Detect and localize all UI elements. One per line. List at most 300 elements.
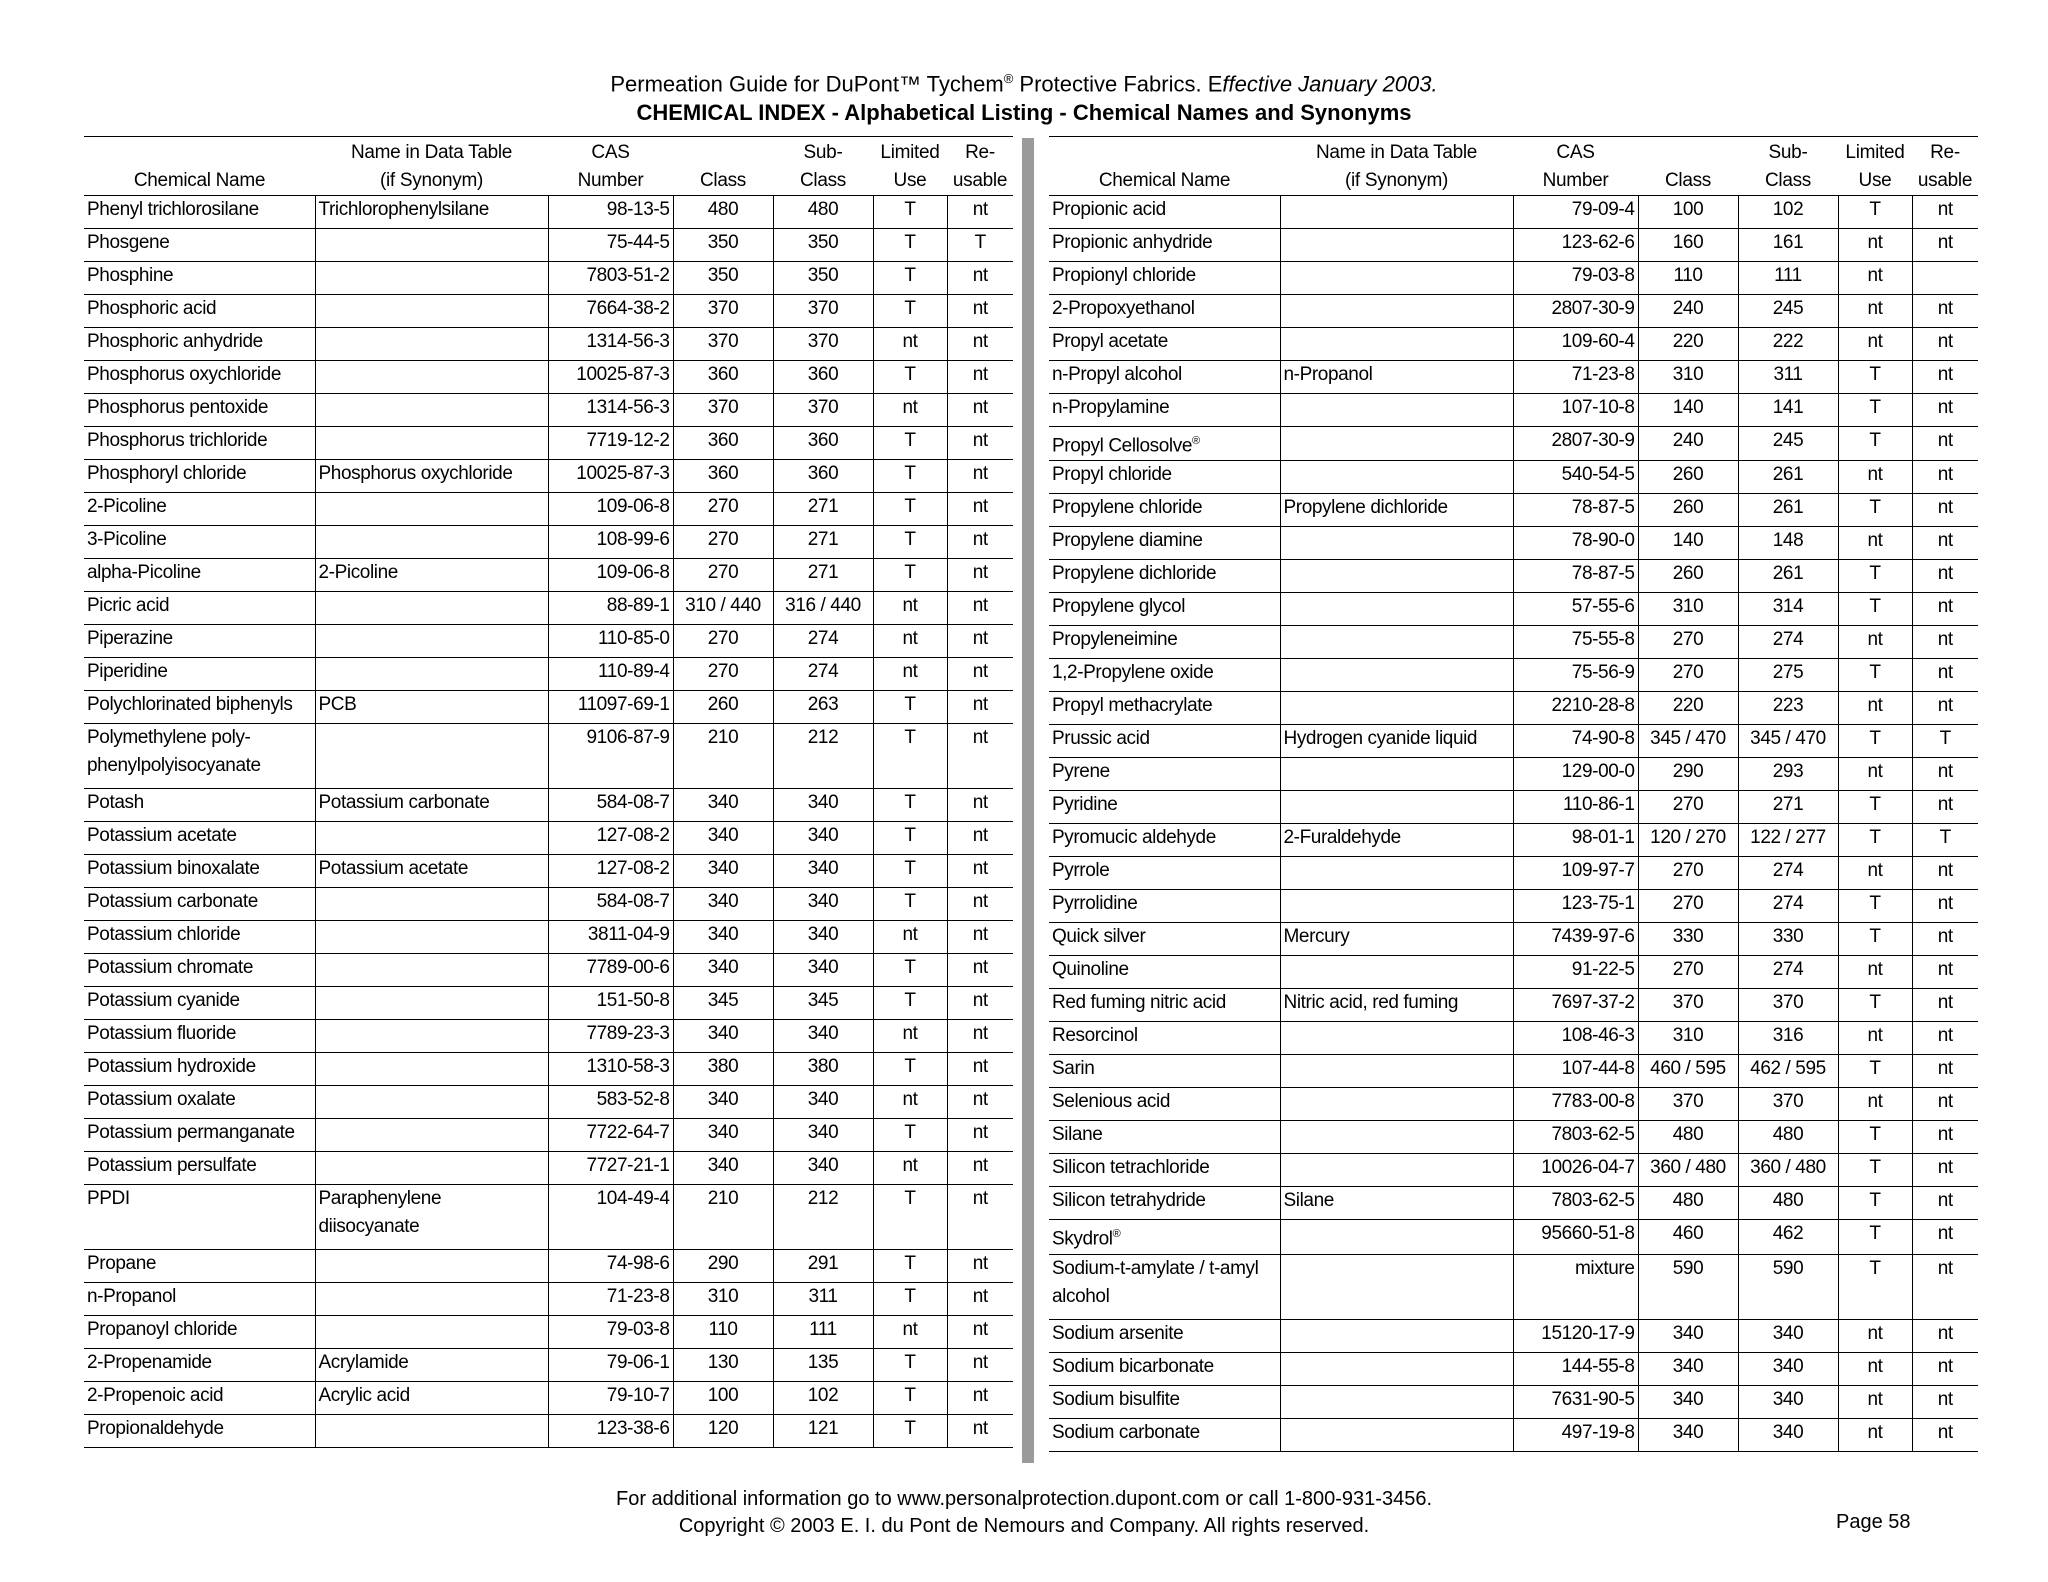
reusable-cell (947, 822, 1013, 855)
table-row (84, 1119, 1013, 1152)
reusable-text: nt (972, 694, 988, 715)
cas-number-cell (548, 888, 673, 921)
cas-number-text: 7439-97-6 (1551, 926, 1635, 948)
reusable-text: T (1939, 728, 1951, 750)
limited-use-cell (1838, 890, 1912, 923)
synonym-cell (1280, 1022, 1513, 1055)
class-cell (1638, 1352, 1738, 1385)
class-cell (1638, 1088, 1738, 1121)
table-row (84, 229, 1013, 262)
reusable-cell (1912, 593, 1978, 626)
subclass-text: 330 (1772, 926, 1804, 948)
cas-number-text: 7722-64-7 (586, 1122, 670, 1143)
class-text: 140 (1672, 530, 1704, 552)
table-row (84, 460, 1013, 493)
chemical-name-text: Propyl methacrylate (1052, 695, 1213, 717)
synonym-text: Nitric acid, red fuming (1283, 992, 1459, 1014)
cas-number-text: 2210-28-8 (1551, 695, 1635, 717)
table-body-right (1049, 196, 1978, 1452)
class-text: 160 (1672, 232, 1704, 253)
synonym-text: Potassium acetate (318, 858, 469, 879)
cas-number-text: 78-90-0 (1571, 530, 1635, 552)
chemical-name-text: Potash (87, 792, 144, 813)
limited-use-text: T (904, 694, 916, 715)
subclass-text: 480 (1772, 1190, 1804, 1212)
synonym-cell (1280, 262, 1513, 295)
cas-number-cell (548, 1020, 673, 1053)
cas-number-cell (548, 196, 673, 229)
subclass-cell (773, 262, 873, 295)
subclass-cell (773, 987, 873, 1020)
synonym-cell (1280, 758, 1513, 791)
table-row (84, 954, 1013, 987)
table-row (1049, 692, 1978, 725)
limited-use-cell (1838, 725, 1912, 758)
chemical-name-cell (1049, 1121, 1280, 1154)
subclass-text: 370 (807, 331, 839, 352)
class-text: 370 (707, 331, 739, 352)
chemical-name-text: 2-Propenamide (87, 1352, 212, 1373)
class-cell (1638, 560, 1738, 593)
cas-number-cell (1513, 956, 1638, 989)
limited-use-text: T (904, 265, 916, 286)
chemical-name-text: Propylene dichloride (1052, 563, 1217, 585)
chemical-name-text: Propylene glycol (1052, 596, 1186, 618)
cas-number-cell (548, 855, 673, 888)
class-cell (1638, 295, 1738, 328)
limited-use-text: nt (1867, 1091, 1883, 1113)
subclass-cell (773, 460, 873, 493)
cas-number-text: 10025-87-3 (576, 364, 670, 385)
limited-use-text: T (1869, 1157, 1881, 1179)
subclass-text: 271 (1772, 794, 1804, 816)
reusable-cell (1912, 1418, 1978, 1451)
cas-number-cell (548, 1053, 673, 1086)
subclass-cell (773, 855, 873, 888)
reusable-cell (1912, 923, 1978, 956)
class-cell (1638, 229, 1738, 262)
table-row (1049, 1022, 1978, 1055)
cas-number-text: 79-03-8 (606, 1319, 670, 1340)
class-cell (1638, 1055, 1738, 1088)
synonym-cell (1280, 1352, 1513, 1385)
table-row (84, 691, 1013, 724)
synonym-text: Mercury (1283, 926, 1350, 948)
cas-number-text: mixture (1575, 1257, 1635, 1279)
table-row (84, 724, 1013, 789)
chemical-name-text: 3-Picoline (87, 529, 167, 550)
subclass-cell (773, 427, 873, 460)
synonym-cell (315, 229, 548, 262)
chemical-table-left (84, 136, 1013, 1448)
cas-number-text: 75-44-5 (606, 232, 670, 253)
cas-number-cell (1513, 1088, 1638, 1121)
chemical-name-cell (1049, 229, 1280, 262)
synonym-cell (1280, 593, 1513, 626)
limited-use-text: T (904, 1385, 916, 1406)
document-subtitle: CHEMICAL INDEX - Alphabetical Listing - Chemical Names and Synonyms (636, 100, 1412, 126)
class-cell (673, 691, 773, 724)
cas-number-text: 91-22-5 (1571, 959, 1635, 981)
limited-use-cell (1838, 494, 1912, 527)
reusable-cell (947, 262, 1013, 295)
subclass-cell (773, 1283, 873, 1316)
chemical-name-text: Potassium carbonate (87, 891, 258, 912)
cas-number-cell (548, 328, 673, 361)
limited-use-text: T (904, 364, 916, 385)
class-text: 340 (707, 1155, 739, 1176)
limited-use-text: T (1869, 926, 1881, 948)
cas-number-cell (1513, 494, 1638, 527)
chemical-name-text: Sarin (1052, 1058, 1095, 1080)
limited-use-text: nt (902, 1319, 918, 1340)
synonym-cell (315, 526, 548, 559)
class-cell (673, 592, 773, 625)
chemical-name-cell (1049, 626, 1280, 659)
cas-number-cell (548, 1415, 673, 1448)
class-text: 330 (1672, 926, 1704, 948)
cas-number-text: 110-86-1 (1563, 794, 1635, 816)
table-row (1049, 1385, 1978, 1418)
synonym-cell (315, 262, 548, 295)
reusable-cell (1912, 890, 1978, 923)
table-row (84, 1415, 1013, 1448)
chemical-name-cell (1049, 494, 1280, 527)
chemical-name-text: Propanoyl chloride (87, 1319, 238, 1340)
reusable-text: nt (1937, 893, 1953, 915)
chemical-name-text: Piperidine (87, 661, 168, 682)
class-text: 260 (1672, 563, 1704, 585)
subclass-text: 370 (1772, 1091, 1804, 1113)
subclass-text: 345 (807, 990, 839, 1011)
reusable-text: nt (972, 496, 988, 517)
reusable-cell (1912, 1352, 1978, 1385)
chemical-name-cell (84, 1349, 315, 1382)
chemical-name-cell (1049, 1385, 1280, 1418)
chemical-name-cell (1049, 923, 1280, 956)
header-label: Class (799, 170, 846, 191)
synonym-cell (315, 724, 548, 789)
subclass-cell (1738, 923, 1838, 956)
cas-number-text: 98-01-1 (1571, 827, 1635, 849)
subclass-cell (1738, 956, 1838, 989)
chemical-name-text: Sodium bisulfite (1052, 1388, 1180, 1410)
chemical-name-text: Phosphorus oxychloride (87, 364, 281, 385)
chemical-name-cell (84, 987, 315, 1020)
limited-use-text: nt (1867, 265, 1883, 286)
reusable-cell (1912, 791, 1978, 824)
limited-use-cell (873, 1086, 947, 1119)
limited-use-text: T (904, 1188, 916, 1209)
chemical-name-cell (1049, 989, 1280, 1022)
table-row (84, 1152, 1013, 1185)
reusable-text: nt (972, 727, 988, 748)
subclass-cell (773, 724, 873, 789)
chemical-name-cell (84, 822, 315, 855)
reusable-text: nt (1937, 1025, 1953, 1047)
class-text: 310 (1672, 1025, 1704, 1047)
chemical-name-text: n-Propylamine (1052, 397, 1170, 418)
subclass-text: 340 (807, 957, 839, 978)
chemical-name-cell (84, 888, 315, 921)
table-row (84, 493, 1013, 526)
reusable-text: nt (972, 1352, 988, 1373)
header-chemical-name (84, 137, 315, 196)
subclass-text: 293 (1772, 761, 1804, 783)
table-row (1049, 1154, 1978, 1187)
reusable-text: nt (1937, 860, 1953, 882)
subclass-text: 274 (1772, 959, 1804, 981)
table-row (1049, 626, 1978, 659)
class-text: 360 / 480 (1650, 1157, 1726, 1179)
synonym-cell (315, 921, 548, 954)
cas-number-text: 71-23-8 (606, 1286, 670, 1307)
chemical-name-cell (84, 658, 315, 691)
chemical-name-cell (84, 1119, 315, 1152)
synonym-cell (315, 196, 548, 229)
synonym-cell (1280, 196, 1513, 229)
chemical-name-cell (84, 394, 315, 427)
subclass-text: 360 (807, 430, 839, 451)
class-cell (1638, 262, 1738, 295)
cas-number-cell (548, 460, 673, 493)
reusable-cell (1912, 989, 1978, 1022)
class-text: 270 (1672, 959, 1704, 981)
subclass-text: 274 (1772, 629, 1804, 651)
class-text: 310 (707, 1286, 739, 1307)
chemical-name-text: Propyl chloride (1052, 464, 1172, 486)
chemical-name-text: Pyrrole (1052, 860, 1110, 882)
reusable-text: nt (972, 825, 988, 846)
limited-use-text: T (904, 727, 916, 748)
class-text: 310 (1672, 364, 1704, 385)
class-text: 120 (707, 1418, 739, 1439)
limited-use-text: nt (1867, 761, 1883, 783)
reusable-text: nt (972, 628, 988, 649)
cas-number-cell (548, 1316, 673, 1349)
table-row (84, 427, 1013, 460)
limited-use-cell (1838, 1385, 1912, 1418)
cas-number-cell (548, 1086, 673, 1119)
table-row (84, 295, 1013, 328)
reusable-text: nt (972, 595, 988, 616)
class-text: 130 (707, 1352, 739, 1373)
reusable-cell (947, 987, 1013, 1020)
cas-number-cell (1513, 427, 1638, 461)
cas-number-text: 7803-62-5 (1551, 1124, 1635, 1146)
table-row (1049, 824, 1978, 857)
chemical-name-text: n-Propanol (87, 1286, 176, 1307)
chemical-name-cell (1049, 1220, 1280, 1254)
class-cell (1638, 328, 1738, 361)
class-text: 140 (1672, 397, 1704, 418)
synonym-text: PCB (318, 694, 357, 715)
subclass-text: 370 (1772, 992, 1804, 1014)
synonym-cell (1280, 1385, 1513, 1418)
reusable-text: nt (972, 1089, 988, 1110)
chemical-name-text: Phosphoryl chloride (87, 463, 247, 484)
cas-number-text: 88-89-1 (606, 595, 670, 616)
header-label: Chemical Name (1098, 170, 1231, 191)
limited-use-text: nt (1867, 1421, 1883, 1443)
class-cell (673, 1382, 773, 1415)
chemical-name-text: alpha-Picoline (87, 562, 201, 583)
limited-use-cell (1838, 461, 1912, 494)
reusable-text: nt (972, 265, 988, 286)
subclass-cell (1738, 791, 1838, 824)
reusable-text: nt (972, 661, 988, 682)
chemical-name-cell (1049, 1055, 1280, 1088)
subclass-text: 311 (1773, 364, 1803, 385)
cas-number-cell (1513, 890, 1638, 923)
reusable-cell (947, 724, 1013, 789)
class-text: 260 (707, 694, 739, 715)
cas-number-text: 9106-87-9 (586, 727, 670, 748)
chemical-name-text: Propylene diamine (1052, 530, 1203, 552)
reusable-cell (1912, 1088, 1978, 1121)
limited-use-text: T (1869, 827, 1881, 849)
header-label: Number (1542, 170, 1609, 191)
chemical-name-text: Potassium chromate (87, 957, 253, 978)
reusable-text: nt (1937, 695, 1953, 717)
limited-use-cell (873, 691, 947, 724)
subclass-cell (1738, 427, 1838, 461)
limited-use-cell (873, 789, 947, 822)
class-text: 270 (1672, 893, 1704, 915)
chemical-name-text: Pyrene (1052, 761, 1110, 783)
chemical-name-text: Potassium acetate (87, 825, 237, 846)
subclass-text: 274 (1772, 893, 1804, 915)
subclass-cell (773, 822, 873, 855)
chemical-name-cell (84, 855, 315, 888)
synonym-cell (315, 493, 548, 526)
reusable-cell (1912, 692, 1978, 725)
limited-use-cell (873, 1283, 947, 1316)
chemical-name-text: Pyromucic aldehyde (1052, 827, 1216, 849)
synonym-cell (315, 559, 548, 592)
subclass-cell (1738, 659, 1838, 692)
subclass-cell (773, 1415, 873, 1448)
limited-use-cell (873, 1316, 947, 1349)
table-row (84, 921, 1013, 954)
synonym-text: 2-Picoline (318, 562, 398, 583)
reusable-text: nt (1937, 959, 1953, 981)
subclass-text: 340 (807, 792, 839, 813)
limited-use-cell (1838, 1088, 1912, 1121)
cas-number-text: 7789-23-3 (586, 1023, 670, 1044)
limited-use-text: T (904, 298, 916, 319)
reusable-cell (947, 625, 1013, 658)
cas-number-text: 79-10-7 (606, 1385, 670, 1406)
reusable-text: nt (972, 1155, 988, 1176)
subclass-cell (1738, 1319, 1838, 1352)
limited-use-text: T (904, 792, 916, 813)
cas-number-text: 584-08-7 (596, 792, 670, 813)
subclass-text: 102 (807, 1385, 839, 1406)
cas-number-cell (548, 229, 673, 262)
cas-number-cell (1513, 659, 1638, 692)
class-text: 340 (1672, 1388, 1704, 1410)
class-text: 270 (707, 628, 739, 649)
cas-number-text: 1310-58-3 (586, 1056, 670, 1077)
synonym-cell (1280, 923, 1513, 956)
reusable-text: nt (972, 430, 988, 451)
cas-number-text: 79-09-4 (1571, 199, 1635, 220)
chemical-name-cell (84, 1185, 315, 1250)
chemical-name-cell (84, 592, 315, 625)
limited-use-text: T (1869, 364, 1881, 385)
class-cell (1638, 394, 1738, 427)
header-limited-use (873, 137, 947, 196)
synonym-cell (315, 1119, 548, 1152)
synonym-cell (1280, 791, 1513, 824)
reusable-text: nt (972, 1253, 988, 1274)
subclass-cell (1738, 692, 1838, 725)
reusable-text: nt (1937, 629, 1953, 651)
reusable-cell (1912, 1319, 1978, 1352)
subclass-text: 148 (1772, 530, 1804, 552)
cas-number-text: 497-19-8 (1561, 1421, 1635, 1443)
cas-number-cell (1513, 923, 1638, 956)
subclass-text: 122 / 277 (1750, 827, 1826, 849)
synonym-cell (1280, 857, 1513, 890)
limited-use-cell (1838, 229, 1912, 262)
limited-use-cell (873, 625, 947, 658)
subclass-cell (1738, 1154, 1838, 1187)
limited-use-cell (873, 1020, 947, 1053)
reusable-text: nt (1937, 364, 1953, 385)
reusable-text: nt (972, 924, 988, 945)
subclass-text: 360 (807, 364, 839, 385)
header-label: Class (1764, 170, 1811, 191)
class-cell (1638, 692, 1738, 725)
subclass-text: 370 (807, 397, 839, 418)
class-text: 240 (1672, 298, 1704, 319)
reusable-text: nt (1937, 1388, 1953, 1410)
limited-use-text: nt (1867, 232, 1883, 253)
class-cell (1638, 824, 1738, 857)
reusable-text: T (974, 232, 986, 253)
class-text: 270 (707, 562, 739, 583)
limited-use-cell (1838, 1254, 1912, 1319)
subclass-text: 590 (1772, 1257, 1804, 1279)
table-row (1049, 890, 1978, 923)
subclass-text: 291 (807, 1253, 839, 1274)
reusable-cell (1912, 196, 1978, 229)
reusable-text: nt (1937, 1058, 1953, 1080)
reusable-text: nt (1937, 1190, 1953, 1212)
limited-use-text: nt (1867, 530, 1883, 552)
subclass-cell (1738, 295, 1838, 328)
table-row (84, 1086, 1013, 1119)
limited-use-cell (873, 987, 947, 1020)
subclass-text: 340 (807, 891, 839, 912)
synonym-cell (315, 328, 548, 361)
class-text: 270 (707, 529, 739, 550)
class-cell (1638, 923, 1738, 956)
limited-use-text: nt (902, 628, 918, 649)
limited-use-cell (873, 427, 947, 460)
class-text: 370 (707, 298, 739, 319)
table-row (84, 1250, 1013, 1283)
cas-number-text: 123-62-6 (1561, 232, 1635, 253)
subclass-text: 350 (807, 232, 839, 253)
reusable-cell (1912, 527, 1978, 560)
cas-number-text: 109-97-7 (1561, 860, 1635, 882)
limited-use-cell (1838, 394, 1912, 427)
chemical-name-cell (1049, 295, 1280, 328)
reusable-cell (1912, 1187, 1978, 1220)
